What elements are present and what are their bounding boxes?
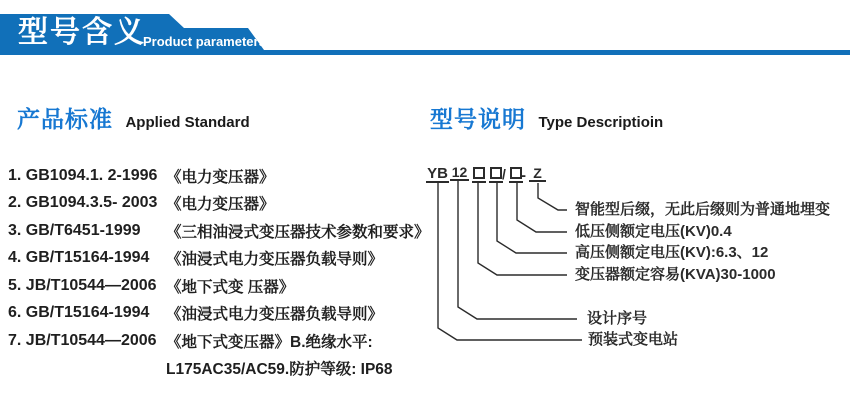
standard-title: 《地下式变 压器》 [166,278,295,296]
standard-row [8,162,418,190]
standard-code: 2. GB1094.3.5- 2003 [8,194,158,212]
applied-standard-heading-zh: 产品标准 [17,106,113,132]
standard-code: 3. GB/T6451-1999 [8,221,141,239]
standard-row [8,217,430,245]
standard-row [8,245,418,273]
type-description-heading-zh: 型号说明 [430,106,526,132]
standard-title: 《电力变压器》 [166,196,275,214]
standard-code: 5. JB/T10544—2006 [8,276,157,294]
standard-code: 4. GB/T15164-1994 [8,249,150,267]
label-lv-rated-voltage: 低压侧额定电压(KV)0.4 [575,223,732,240]
type-description-heading-en: Type Descriptioin [538,114,664,131]
standard-title: 《电力变压器》 [166,168,275,186]
standard-row [8,327,418,355]
banner-title-en: Product parameters [143,34,266,49]
standard-title: 《地下式变压器》B.绝缘水平: [166,333,373,351]
standard-row [8,272,418,300]
label-prefab-substation: 预装式变电站 [588,331,679,348]
applied-standard-heading-en: Applied Standard [125,114,250,131]
standard-title: L175AC35/AC59.防护等级: IP68 [166,361,393,379]
standard-code: 7. JB/T10544—2006 [8,331,157,349]
label-design-serial: 设计序号 [587,310,648,327]
label-rated-capacity: 变压器额定容易(KVA)30-1000 [575,266,776,283]
model-code-suffix: Z [529,164,546,182]
standards-list [8,162,430,382]
standard-code: 1. GB1094.1. 2-1996 [8,166,158,184]
applied-standard-heading [17,101,250,134]
standard-row [8,190,418,218]
standard-row [8,300,418,328]
model-code-hyphen: - [521,167,526,184]
standard-title: 《油浸式电力变压器负载导则》 [166,306,384,324]
standard-title: 《三相油浸式变压器技术参数和要求》 [166,223,430,241]
standard-row-continuation [8,355,418,383]
standard-title: 《油浸式电力变压器负载导则》 [166,251,384,269]
model-code-series: 12 [451,164,468,180]
model-code-prefix: YB [427,165,448,182]
model-code-slash: / [502,166,506,182]
standard-code: 6. GB/T15164-1994 [8,304,150,322]
type-description-heading [430,101,663,134]
label-smart-suffix: 智能型后缀，无此后缀则为普通地埋变 [575,201,831,218]
label-hv-rated-voltage: 高压侧额定电压(KV):6.3、12 [575,244,769,261]
banner-title-zh: 型号含义 [18,16,146,49]
